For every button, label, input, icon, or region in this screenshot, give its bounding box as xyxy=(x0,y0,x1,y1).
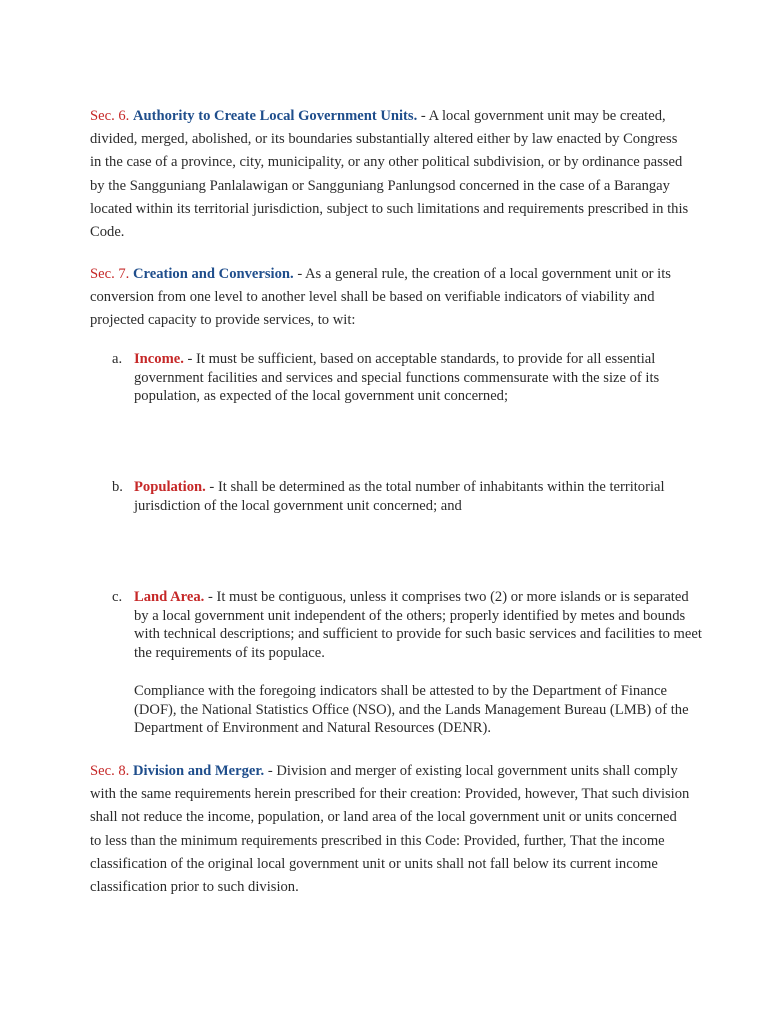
section-title: Authority to Create Local Government Units. xyxy=(132,108,418,124)
section-number: Sec. 6. xyxy=(90,108,130,124)
section-number: Sec. 8. xyxy=(90,763,130,779)
list-marker: b. xyxy=(112,479,123,495)
compliance-note: Compliance with the foregoing indicators shall be attested to by the Department of Finance (DOF), the National Statistics Office (NSO), and the Lands Management Bureau (LMB) of the Department of Environment and Natural Resources (DENR). xyxy=(134,683,689,737)
section-8 xyxy=(90,760,690,899)
section-text: - As a general rule, the creation of a local government unit or its conversion from one level to another level shall be based on verifiable indicators of viability and projected capacity to provide services, to wit: xyxy=(90,266,671,329)
section-text: - A local government unit may be created, divided, merged, abolished, or its boundaries substantially altered either by law enacted by Congress in the case of a province, city, municipality, or any other political subdivision, or by ordinance passed by the Sangguniang Panlalawigan or Sangguniang Panlungsod concerned in the case of a Barangay located within its territorial jurisdiction, subject to such limitations and requirements prescribed in this Code. xyxy=(90,108,689,241)
section-title: Creation and Conversion. xyxy=(132,266,294,282)
section-text: - Division and merger of existing local government units shall comply with the same requirements herein prescribed for their creation: Provided, however, That such division shall not reduce the income, population, or land area of the local government unit or units concerned to less than the minimum requirements prescribed in this Code: Provided, further, That the income classification of the original local government unit or units shall not fall below its current income classification prior to such division. xyxy=(90,763,690,896)
section-number: Sec. 7. xyxy=(90,266,130,282)
section-7 xyxy=(90,263,690,333)
list-item xyxy=(112,478,702,515)
section-title: Division and Merger. xyxy=(132,763,265,779)
list-marker: c. xyxy=(112,589,123,605)
list-item xyxy=(112,350,702,406)
section-6 xyxy=(90,105,690,244)
item-text: - It shall be determined as the total number of inhabitants within the territorial jurisdiction of the local government unit concerned; and xyxy=(134,479,665,514)
item-text: - It must be sufficient, based on acceptable standards, to provide for all essential government facilities and services and special functions commensurate with the size of its population, as expected of the local government unit concerned; xyxy=(134,351,660,405)
item-title: Income. xyxy=(134,351,184,367)
list-item xyxy=(112,588,702,662)
list-marker: a. xyxy=(112,351,123,367)
item-title: Population. xyxy=(134,479,206,495)
item-title: Land Area. xyxy=(134,589,205,605)
item-text: - It must be contiguous, unless it comprises two (2) or more islands or is separated by a local government unit independent of the others; properly identified by metes and bounds with technical descriptions; and sufficient to provide for such basic services and facilities to meet the requirements of its populace. xyxy=(134,589,702,661)
